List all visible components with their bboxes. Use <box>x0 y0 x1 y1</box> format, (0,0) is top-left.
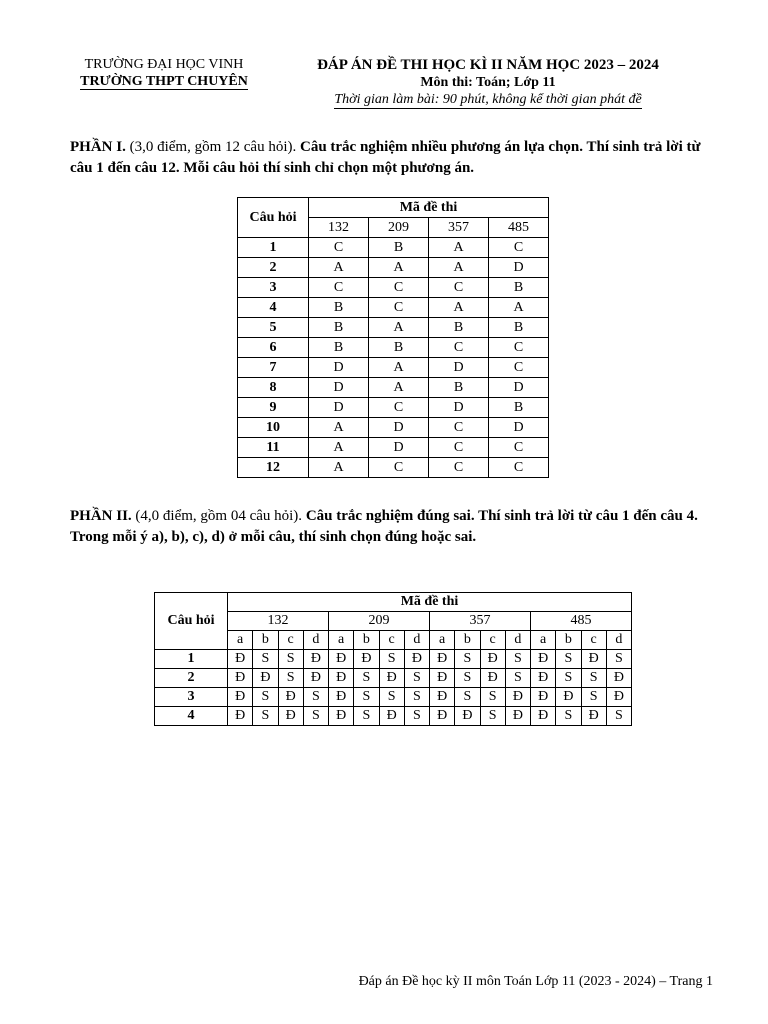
answer-cell: S <box>480 688 505 707</box>
question-number: 1 <box>155 650 228 669</box>
answer-cell: C <box>429 458 489 478</box>
subitem-label: d <box>505 631 530 650</box>
answer-cell: D <box>309 358 369 378</box>
answer-cell: Đ <box>430 688 455 707</box>
answer-cell: A <box>429 238 489 258</box>
exam-subject: Môn thi: Toán; Lớp 11 <box>420 75 556 90</box>
answer-cell: S <box>354 669 379 688</box>
part1-table-row <box>238 438 549 458</box>
answer-cell: Đ <box>455 707 480 726</box>
part1-table-row <box>238 418 549 438</box>
answer-cell: Đ <box>531 650 556 669</box>
answer-cell: Đ <box>228 650 253 669</box>
part1-code: 132 <box>309 218 369 238</box>
answer-cell: S <box>303 707 328 726</box>
part1-header-row <box>238 198 549 218</box>
exam-time <box>286 91 690 109</box>
answer-cell: Đ <box>480 650 505 669</box>
part2-table-row <box>155 688 632 707</box>
part1-table-row <box>238 378 549 398</box>
page-footer: Đáp án Đề học kỳ II môn Toán Lớp 11 (2023 - 2024) – Trang 1 <box>358 974 713 989</box>
part2-label: PHẦN II. <box>70 508 132 524</box>
answer-cell: B <box>309 298 369 318</box>
answer-cell: S <box>480 707 505 726</box>
question-number: 11 <box>238 438 309 458</box>
answer-cell: B <box>429 318 489 338</box>
answer-cell: Đ <box>606 688 631 707</box>
answer-cell: S <box>556 650 581 669</box>
exam-time-text: Thời gian làm bài: 90 phút, không kể thời gian phát đề <box>334 92 642 107</box>
answer-cell: S <box>455 650 480 669</box>
answer-cell: A <box>369 358 429 378</box>
answer-cell: C <box>309 238 369 258</box>
part1-table-row <box>238 318 549 338</box>
answer-cell: Đ <box>531 688 556 707</box>
answer-cell: Đ <box>253 669 278 688</box>
question-number: 5 <box>238 318 309 338</box>
subitem-label: c <box>581 631 606 650</box>
answer-cell: A <box>429 298 489 318</box>
answer-cell: S <box>253 688 278 707</box>
subitem-label: c <box>278 631 303 650</box>
answer-cell: S <box>505 650 530 669</box>
part2-header-row <box>155 593 632 612</box>
answer-cell: A <box>369 258 429 278</box>
answer-cell: S <box>455 669 480 688</box>
answer-cell: A <box>309 258 369 278</box>
part2-instruction: Câu trắc nghiệm đúng sai. Thí sinh trả lời từ câu 1 đến câu 4. Trong mỗi ý a), b), c), d) ở mỗi câu, thí sinh chọn đúng hoặc sai. <box>70 508 698 545</box>
answer-cell: Đ <box>430 669 455 688</box>
answer-cell: Đ <box>354 650 379 669</box>
answer-cell: C <box>369 298 429 318</box>
answer-cell: Đ <box>556 688 581 707</box>
answer-cell: D <box>429 398 489 418</box>
question-number: 6 <box>238 338 309 358</box>
subitem-label: a <box>430 631 455 650</box>
part2-table-row <box>155 650 632 669</box>
answer-cell: C <box>429 338 489 358</box>
answer-cell: Đ <box>329 688 354 707</box>
part2-intro <box>70 506 720 548</box>
answer-cell: S <box>606 707 631 726</box>
answer-cell: D <box>489 258 549 278</box>
part1-code: 357 <box>429 218 489 238</box>
subitem-label: b <box>253 631 278 650</box>
part2-code: 357 <box>430 612 531 631</box>
part2-points: (4,0 điểm, gồm 04 câu hỏi). <box>131 508 306 524</box>
subitem-label: d <box>303 631 328 650</box>
answer-cell: S <box>581 669 606 688</box>
answer-cell: Đ <box>404 650 429 669</box>
answer-cell: S <box>278 650 303 669</box>
answer-cell: C <box>429 438 489 458</box>
subitem-label: b <box>556 631 581 650</box>
answer-cell: C <box>489 438 549 458</box>
answer-cell: A <box>369 378 429 398</box>
answer-cell: B <box>309 318 369 338</box>
part2-code: 485 <box>531 612 632 631</box>
part1-code: 209 <box>369 218 429 238</box>
part1-table-row <box>238 278 549 298</box>
part1-table-row <box>238 238 549 258</box>
answer-cell: Đ <box>480 669 505 688</box>
school-name-highschool-text: TRƯỜNG THPT CHUYÊN <box>80 74 248 89</box>
question-number: 3 <box>155 688 228 707</box>
answer-cell: Đ <box>430 650 455 669</box>
answer-cell: S <box>253 650 278 669</box>
answer-cell: Đ <box>228 688 253 707</box>
part1-table-row <box>238 358 549 378</box>
part2-code: 132 <box>228 612 329 631</box>
question-number: 3 <box>238 278 309 298</box>
answer-cell: Đ <box>430 707 455 726</box>
part1-table-row <box>238 458 549 478</box>
answer-cell: S <box>455 688 480 707</box>
answer-cell: C <box>429 418 489 438</box>
answer-cell: C <box>369 458 429 478</box>
question-number: 9 <box>238 398 309 418</box>
answer-cell: Đ <box>581 707 606 726</box>
answer-cell: D <box>489 378 549 398</box>
part2-answer-table <box>154 592 632 726</box>
answer-cell: B <box>489 398 549 418</box>
part1-label: PHẦN I. <box>70 139 126 155</box>
part1-table-row <box>238 338 549 358</box>
part1-code-header: Mã đề thi <box>309 198 549 218</box>
answer-cell: S <box>278 669 303 688</box>
question-number: 8 <box>238 378 309 398</box>
answer-cell: C <box>429 278 489 298</box>
part2-code-header: Mã đề thi <box>228 593 632 612</box>
answer-cell: B <box>309 338 369 358</box>
answer-cell: S <box>303 688 328 707</box>
answer-cell: B <box>429 378 489 398</box>
answer-cell: B <box>489 318 549 338</box>
answer-cell: A <box>429 258 489 278</box>
answer-cell: Đ <box>228 707 253 726</box>
answer-cell: D <box>309 398 369 418</box>
answer-cell: S <box>253 707 278 726</box>
question-number: 4 <box>155 707 228 726</box>
answer-cell: D <box>309 378 369 398</box>
part2-table-body <box>155 650 632 726</box>
answer-cell: S <box>606 650 631 669</box>
answer-cell: C <box>489 238 549 258</box>
answer-cell: Đ <box>278 688 303 707</box>
subitem-label: a <box>329 631 354 650</box>
question-number: 10 <box>238 418 309 438</box>
answer-cell: S <box>379 650 404 669</box>
subitem-label: d <box>606 631 631 650</box>
answer-cell: D <box>429 358 489 378</box>
subitem-label: c <box>379 631 404 650</box>
answer-cell: Đ <box>531 707 556 726</box>
question-number: 7 <box>238 358 309 378</box>
answer-cell: Đ <box>505 688 530 707</box>
subitem-label: b <box>455 631 480 650</box>
subitem-label: b <box>354 631 379 650</box>
answer-cell: Đ <box>379 707 404 726</box>
part1-answer-table <box>237 197 549 478</box>
answer-cell: B <box>369 238 429 258</box>
answer-cell: Đ <box>606 669 631 688</box>
answer-cell: Đ <box>505 707 530 726</box>
answer-cell: A <box>309 418 369 438</box>
answer-cell: Đ <box>303 650 328 669</box>
answer-cell: Đ <box>581 650 606 669</box>
answer-cell: S <box>404 669 429 688</box>
answer-cell: Đ <box>329 650 354 669</box>
answer-cell: C <box>489 338 549 358</box>
subitem-label: a <box>228 631 253 650</box>
subitem-label: d <box>404 631 429 650</box>
answer-cell: S <box>556 669 581 688</box>
part1-points: (3,0 điểm, gồm 12 câu hỏi). <box>125 139 300 155</box>
answer-cell: A <box>309 458 369 478</box>
answer-cell: D <box>489 418 549 438</box>
part2-question-header: Câu hỏi <box>155 593 228 650</box>
question-number: 1 <box>238 238 309 258</box>
part2-table-row <box>155 669 632 688</box>
answer-cell: S <box>404 688 429 707</box>
answer-cell: S <box>404 707 429 726</box>
subitem-label: c <box>480 631 505 650</box>
answer-cell: C <box>489 358 549 378</box>
question-number: 4 <box>238 298 309 318</box>
answer-cell: Đ <box>329 707 354 726</box>
part1-instruction: Câu trắc nghiệm nhiều phương án lựa chọn. Thí sinh trả lời từ câu 1 đến câu 12. Mỗi câu hỏi thí sinh chỉ chọn một phương án. <box>70 139 701 176</box>
answer-cell: Đ <box>329 669 354 688</box>
answer-cell: S <box>354 707 379 726</box>
answer-cell: B <box>489 278 549 298</box>
question-number: 2 <box>155 669 228 688</box>
answer-cell: D <box>369 438 429 458</box>
part2-table-row <box>155 707 632 726</box>
part1-table-row <box>238 298 549 318</box>
school-name-highschool <box>62 73 266 90</box>
answer-cell: A <box>489 298 549 318</box>
part2-code: 209 <box>329 612 430 631</box>
answer-cell: B <box>369 338 429 358</box>
answer-cell: S <box>556 707 581 726</box>
question-number: 2 <box>238 258 309 278</box>
answer-cell: Đ <box>278 707 303 726</box>
answer-cell: C <box>309 278 369 298</box>
subitem-label: a <box>531 631 556 650</box>
answer-cell: D <box>369 418 429 438</box>
part1-code: 485 <box>489 218 549 238</box>
answer-cell: C <box>369 278 429 298</box>
part1-intro <box>70 137 720 179</box>
part1-table-row <box>238 398 549 418</box>
answer-cell: Đ <box>303 669 328 688</box>
answer-cell: C <box>369 398 429 418</box>
part1-table-body <box>238 238 549 478</box>
part1-question-header: Câu hỏi <box>238 198 309 238</box>
answer-cell: A <box>369 318 429 338</box>
answer-cell: C <box>489 458 549 478</box>
answer-cell: S <box>581 688 606 707</box>
school-name-university: TRƯỜNG ĐẠI HỌC VINH <box>84 57 244 72</box>
part1-table-row <box>238 258 549 278</box>
answer-cell: S <box>379 688 404 707</box>
answer-cell: S <box>354 688 379 707</box>
answer-cell: Đ <box>379 669 404 688</box>
question-number: 12 <box>238 458 309 478</box>
answer-cell: A <box>309 438 369 458</box>
exam-title: ĐÁP ÁN ĐỀ THI HỌC KÌ II NĂM HỌC 2023 – 2024 <box>317 57 659 73</box>
answer-cell: Đ <box>531 669 556 688</box>
answer-cell: S <box>505 669 530 688</box>
answer-cell: Đ <box>228 669 253 688</box>
